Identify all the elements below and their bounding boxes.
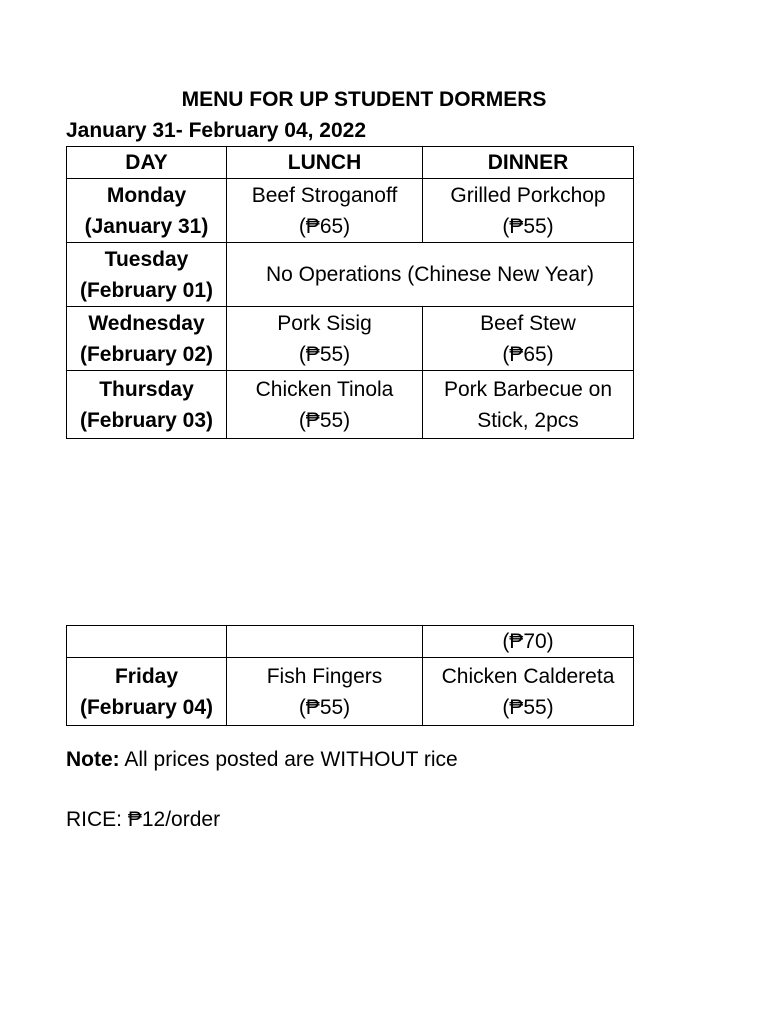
day-cell <box>67 307 227 371</box>
dinner-price: (₱70) <box>423 626 634 658</box>
day-name: Friday <box>114 664 179 688</box>
lunch-price: (₱65) <box>298 214 351 238</box>
day-date: (February 03) <box>79 408 214 432</box>
day-name: Monday <box>106 183 187 207</box>
date-range: January 31- February 04, 2022 <box>66 119 367 142</box>
dinner-price: (₱55) <box>502 695 554 719</box>
note <box>66 746 458 774</box>
dinner-price: (₱65) <box>502 342 554 366</box>
menu-table <box>66 146 634 439</box>
table-row <box>67 243 634 307</box>
dinner-dish: Grilled Porkchop <box>450 183 606 207</box>
lunch-cell <box>227 371 423 439</box>
header-day: DAY <box>67 147 227 179</box>
dinner-cell <box>423 658 634 726</box>
day-name: Thursday <box>99 377 194 401</box>
dinner-cell <box>423 371 634 439</box>
lunch-price: (₱55) <box>298 342 351 366</box>
note-text: All prices posted are WITHOUT rice <box>119 748 458 771</box>
table-row <box>67 658 634 726</box>
day-cell <box>67 243 227 307</box>
dinner-price: (₱55) <box>502 214 554 238</box>
lunch-cell <box>227 179 423 243</box>
table-row <box>67 179 634 243</box>
day-date: (January 31) <box>84 214 209 238</box>
lunch-cell <box>227 658 423 726</box>
lunch-price: (₱55) <box>298 408 351 432</box>
lunch-dish: Beef Stroganoff <box>251 183 398 207</box>
day-date: (February 01) <box>79 278 214 302</box>
day-cell <box>67 179 227 243</box>
lunch-dish: Chicken Tinola <box>255 377 394 401</box>
header-lunch: LUNCH <box>227 147 423 179</box>
day-name: Wednesday <box>88 311 205 335</box>
table-row <box>67 371 634 439</box>
day-date: (February 04) <box>79 695 214 719</box>
table-row <box>67 626 634 658</box>
menu-table-continued <box>66 625 634 726</box>
table-header-row <box>67 147 634 179</box>
empty-cell <box>227 626 423 658</box>
page-title: MENU FOR UP STUDENT DORMERS <box>181 88 547 111</box>
dinner-dish: Chicken Caldereta <box>441 664 615 688</box>
header-dinner: DINNER <box>423 147 634 179</box>
rice-price: RICE: ₱12/order <box>66 808 221 831</box>
day-name: Tuesday <box>104 247 189 271</box>
table-row <box>67 307 634 371</box>
lunch-dish: Pork Sisig <box>277 311 372 335</box>
dinner-dish: Beef Stew <box>480 311 576 335</box>
day-date: (February 02) <box>79 342 214 366</box>
lunch-cell <box>227 307 423 371</box>
merged-cell: No Operations (Chinese New Year) <box>227 243 634 307</box>
dinner-cell <box>423 307 634 371</box>
dinner-dish: Pork Barbecue on <box>443 377 613 401</box>
empty-cell <box>67 626 227 658</box>
lunch-dish: Fish Fingers <box>266 664 383 688</box>
dinner-price: Stick, 2pcs <box>477 408 579 432</box>
lunch-price: (₱55) <box>298 695 351 719</box>
day-cell <box>67 658 227 726</box>
day-cell <box>67 371 227 439</box>
note-label: Note: <box>66 748 120 771</box>
dinner-cell <box>423 179 634 243</box>
